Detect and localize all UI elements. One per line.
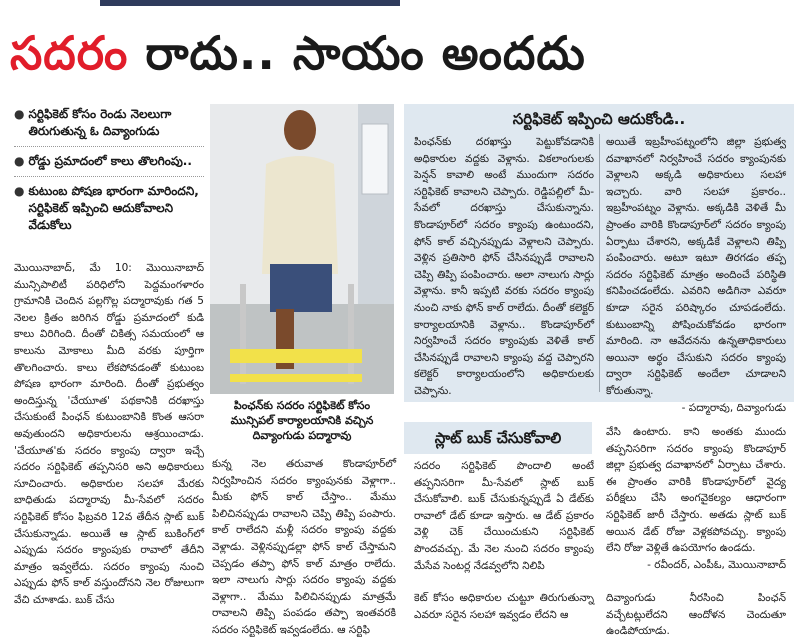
top-bar (100, 0, 400, 6)
box-text: పింఛన్‌కు దరఖాస్తు పెట్టుకోవడానికి అధికారుల వద్దకు వెళ్లాను. వికలాంగులకు పెన్షన్ కావాలి అంటే ముందుగా సదరం సర్టిఫికెట్ కావాలని చెప్పారు. రెడ్డిపల్లిలో మీ-సేవలో దరఖాస్తు చేసుకున్నాను. కొండాపూర్‌లో సదరం క్యాంపు ఉంటుందని, ఫోన్ కాల్ వచ్చినప్పుడు వెళ్లాలని చెప్పారు. వెళ్లిన ప్రతిసారి ఫోన్ చేసినప్పుడే రావాలని చెప్పి తిప్పి పంపించారు. అలా నాలుగు సార్లు వెళ్లాను. కానీ ఇప్పటి వరకు సదరం క్యాంపు నుంచి నాకు ఫోన్ కాల్ రాలేదు. దీంతో కలెక్టర్ కార్యాలయానికి వెళ్లాను.. కొండాపూర్‌లో నిర్వహించే సదరం క్యాంపుకు వెళితే కాల్ చేసినప్పుడే రావాలని క్యాంపు వద్ద చెప్పారని కలెక్టర్ కార్యాలయంలోని అధికారులకు చెప్పాను. (414, 136, 594, 397)
bullet-dot-icon: ● (14, 107, 25, 121)
article-text: మొయినాబాద్, మే 10: మొయినాబాద్ మున్సిపాలిటీ పరిధిలోని పెద్దమంగళారం గ్రామానికి చెందిన పల్లగొల్ల పద్మారావుకు గత 5 నెలల క్రితం జరిగిన రోడ్డు ప్రమాదంలో కుడి కాలు విరిగింది. దీంతో చికిత్స సమయంలో ఆ కాలును మోకాలు మీది వరకు పూర్తిగా తొలగించారు. కాలు లేకపోవడంతో కుటుంబ పోషణ భారంగా మారింది. దీంతో ప్రభుత్వం అందిస్తున్న 'చేయూత' పథకానికి దరఖాస్తు చేసుకుంటే పింఛన్ కుటుంబానికి కొంత ఆసరా అవుతుందని అధికారులను ఆశ్రయించాడు. 'చేయూత'కు సదరం క్యాంపు ద్వారా ఇచ్చే సదరం సర్టిఫికెట్ తప్పనిసరి అని అధికారులు సూచించారు. అధికారుల సలహా మేరకు బాధితుడు పద్మారావు మీ-సేవలో సదరం సర్టిఫికెట్ కోసం ఫిబ్రవరి 12వ తేదీన స్లాట్ బుక్ చేసుకున్నాడు. అయితే ఆ స్లాట్ బుకింగ్‌లో ఎప్పుడు సదరం క్యాంపుకు రావాలో తేదీని మాత్రం ఇవ్వలేదు. సదరం క్యాంపు నుంచి ఎప్పుడు ఫోన్ కాల్ వస్తుందోనని నెల రోజులుగా వేచి చూశాడు. బుక్ చేసు (14, 262, 204, 606)
bullet-dot-icon: ● (14, 154, 25, 168)
box-title: సర్టిఫికెట్ ఇప్పించి ఆదుకోండి.. (512, 110, 686, 128)
bullet-list (14, 106, 204, 240)
bottom-text-b (606, 590, 786, 640)
box-title: స్లాట్ బుక్ చేసుకోవాలి (434, 429, 562, 447)
bullet-item (14, 106, 204, 140)
box-text: సదరం సర్టిఫికెట్ పొందాలి అంటే తప్పనిసరిగా మీ-సేవలో స్లాట్ బుక్ చేసుకోవాలి. బుక్ చేసుకున్నప్పుడే ఏ డేట్‌కు రావాలో డేట్ కూడా ఇస్తారు. ఆ డేట్ ప్రకారం వెళ్లి చెక్ చేయించుకుని సర్టిఫికెట్ పొందవచ్చు. మే నెల నుంచి సదరం క్యాంపు మేసేవ సెంటర్ల నేడవ్వలోని నిలిపి (414, 460, 594, 572)
box-column-b (606, 424, 786, 573)
box-column-b (606, 134, 786, 416)
article-text: కెట్ కోసం అధికారుల చుట్టూ తిరుగుతున్నా ఎవరూ సరైన సలహా ఇవ్వడం లేదని ఆ (414, 592, 594, 621)
bottom-text-a (414, 590, 594, 623)
divider (14, 176, 204, 177)
photo-caption: పింఛన్‌కు సదరం సర్టిఫికెట్ కోసం మున్సిపల్ కార్యాలయానికి వచ్చిన దివ్యాంగుడు పద్మారావు (230, 399, 374, 442)
article-column-2 (212, 456, 396, 639)
box-column-a (414, 134, 594, 400)
article-text: దివ్యాంగుడు నీరసించి పింఛన్ వచ్చేటట్లులేదని ఆందోళన చెందుతూ ఉండిపోయాడు. (606, 592, 786, 638)
bullet-item (14, 183, 204, 234)
divider (14, 146, 204, 147)
column-divider (599, 134, 600, 392)
box-text: వేసి ఉంటారు. కాని అంతకు ముందు తప్పనిసరిగా సదరం క్యాంపు కొండాపూర్ జిల్లా ప్రభుత్వ దవాఖానలో ఏర్పాటు చేశారు. ఈ ప్రాంతం వారికి కొండాపూర్‌లో వైద్య పరీక్షలు చేసి అంగవైకల్యం ఆధారంగా సర్టిఫికెట్ జారీ చేస్తారు. అతడు స్లాట్ బుక్ అయిన డేట్ రోజు వెళ్లకపోవచ్చు. క్యాంపు లేని రోజు వెళ్లితే ఉపయోగం ఉండదు. (606, 426, 786, 555)
article-column-1 (14, 260, 204, 608)
bullet-dot-icon: ● (14, 184, 25, 198)
bullet-text: కుటుంబ పోషణ భారంగా మారిందని, సర్టిఫికెట్ ఇప్పించి ఆదుకోవాలని వేడుకోలు (28, 184, 199, 232)
box-text: అయితే ఇబ్రహీంపట్నంలోని జిల్లా ప్రభుత్వ దవాఖానలో నిర్వహించే సదరం క్యాంపునకు వెళ్లాలని అక్కడి అధికారులు సలహా ఇచ్చారు. వారి సలహా ప్రకారం.. ఇబ్రహీంపట్నం వెళ్లాను. అక్కడికి వెళితే మీ ప్రాంతం వారికి కొండాపూర్‌లో సదరం క్యాంపు ఏర్పాటు చేశారని, అక్కడికే వెళ్లాలని తిప్పి పంపించారు. అటూ ఇటూ తిరగడం తప్ప సదరం సర్టిఫికెట్ మాత్రం అందించే పరిస్థితి కనిపించడంలేదు. ఎవరిని అడిగినా ఎవరూ కూడా సరైన పరిష్కారం చూపడంలేదు. కుటుంబాన్ని పోషించుకోవడం భారంగా మారింది. నా ఆవేదనను ఉన్నతాధికారులు అయినా అర్థం చేసుకుని సదరం క్యాంపు ద్వారా సర్టిఫికెట్ అందేలా చూడాలని కోరుతున్నా. (606, 136, 786, 397)
headline-red: సదరం (10, 26, 129, 80)
article-text: కున్న నెల తరువాత కొండాపూర్‌లో నిర్వహించిన సదరం క్యాంపునకు వెళ్లాగా.. మీకు ఫోన్ కాల్ చేస్తాం.. మేము పిలిచినప్పుడు రావాలని చెప్పి తిప్పి పంపారు. కాల్ రాలేదని మళ్లీ సదరం క్యాంపు వద్దకు వెళ్లాడు. వెళ్లినప్పుడల్లా ఫోన్ కాల్ చేస్తామని చెప్పడం తప్పా ఫోన్ కాల్ మాత్రం రాలేదు. ఇలా నాలుగు సార్లు సదరం క్యాంపు వద్దకు వెళ్లాగా.. మేము పిలిచినప్పుడు మాత్రమే రావాలని తిప్పి పంపడం తప్పా ఇంతవరకి సదరం సర్టిఫికెట్ ఇవ్వడంలేదు. ఆ సర్టిఫి (212, 458, 396, 636)
box-column-a (414, 458, 594, 574)
bullet-text: సర్టిఫికెట్ కోసం రెండు నెలలుగా తిరుగుతున్న ఓ దివ్యాంగుడు (28, 107, 172, 138)
headline (10, 26, 790, 96)
headline-black: రాదు.. సాయం అందదు (128, 26, 586, 80)
bullet-item (14, 153, 204, 170)
box-signature: - రవీందర్, ఎంపీఓ, మొయినాబాద్ (647, 558, 786, 571)
person-photo (210, 104, 394, 394)
box-signature: - పద్మారావు, దివ్యాంగుడు (681, 401, 786, 414)
photo-illustration (210, 104, 394, 394)
bullet-text: రోడ్డు ప్రమాదంలో కాలు తొలగింపు.. (28, 154, 192, 168)
